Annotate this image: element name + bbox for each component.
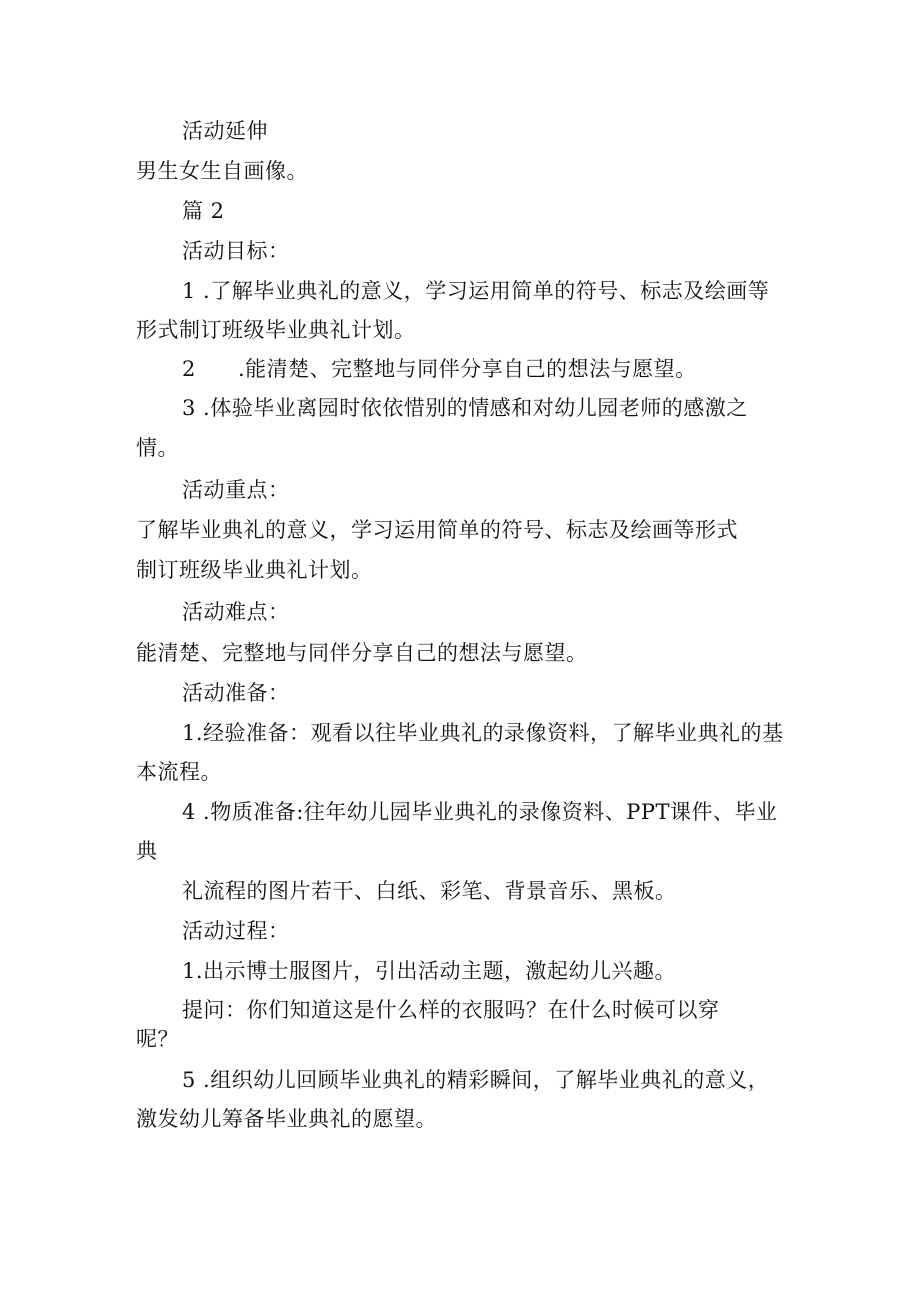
heading-activity-focus: 活动重点： xyxy=(182,478,290,502)
list-item-goal-3: 3 .体验毕业离园时依依惜别的情感和对幼儿园老师的感激之 xyxy=(182,396,748,420)
list-item-goal-3-continued: 情。 xyxy=(136,436,179,460)
heading-activity-difficulty: 活动难点： xyxy=(182,600,290,624)
paragraph-line: 能清楚、完整地与同伴分享自己的想法与愿望。 xyxy=(136,641,588,665)
heading-activity-goals: 活动目标： xyxy=(182,239,290,263)
paragraph-line: 呢？ xyxy=(136,1027,179,1051)
list-item-prep-1-continued: 本流程。 xyxy=(136,760,222,784)
list-item-goal-2: .能清楚、完整地与同伴分享自己的想法与愿望。 xyxy=(238,357,697,381)
list-item-prep-2-continued: 典 xyxy=(136,839,158,863)
section-title: 篇 2 xyxy=(182,199,225,223)
list-item-goal-2-number: 2 xyxy=(182,357,196,381)
list-item-process-1: 1.出示博士服图片，引出活动主题，激起幼儿兴趣。 xyxy=(182,959,677,983)
list-item-goal-1-continued: 形式制订班级毕业典礼计划。 xyxy=(136,318,416,342)
paragraph-line: 了解毕业典礼的意义，学习运用简单的符号、标志及绘画等形式 xyxy=(136,518,738,542)
heading-activity-preparation: 活动准备： xyxy=(182,681,290,705)
heading-activity-process: 活动过程： xyxy=(182,919,290,943)
list-item-goal-1: 1 .了解毕业典礼的意义，学习运用简单的符号、标志及绘画等 xyxy=(182,279,770,303)
list-item-prep-1: 1.经验准备：观看以往毕业典礼的录像资料，了解毕业典礼的基 xyxy=(182,721,784,745)
paragraph-line: 制订班级毕业典礼计划。 xyxy=(136,558,373,582)
list-item-prep-2: 4 .物质准备:往年幼儿园毕业典礼的录像资料、PPT课件、毕业 xyxy=(182,800,778,824)
heading-activity-extension: 活动延伸 xyxy=(182,119,268,143)
paragraph-line: 男生女生自画像。 xyxy=(136,159,308,183)
list-item-process-2-continued: 激发幼儿筹备毕业典礼的愿望。 xyxy=(136,1107,437,1131)
list-item-process-2: 5 .组织幼儿回顾毕业典礼的精彩瞬间，了解毕业典礼的意义， xyxy=(182,1068,770,1092)
list-item-prep-2-continued: 礼流程的图片若干、白纸、彩笔、背景音乐、黑板。 xyxy=(182,879,677,903)
paragraph-line: 提问：你们知道这是什么样的衣服吗？在什么时候可以穿 xyxy=(182,998,720,1022)
